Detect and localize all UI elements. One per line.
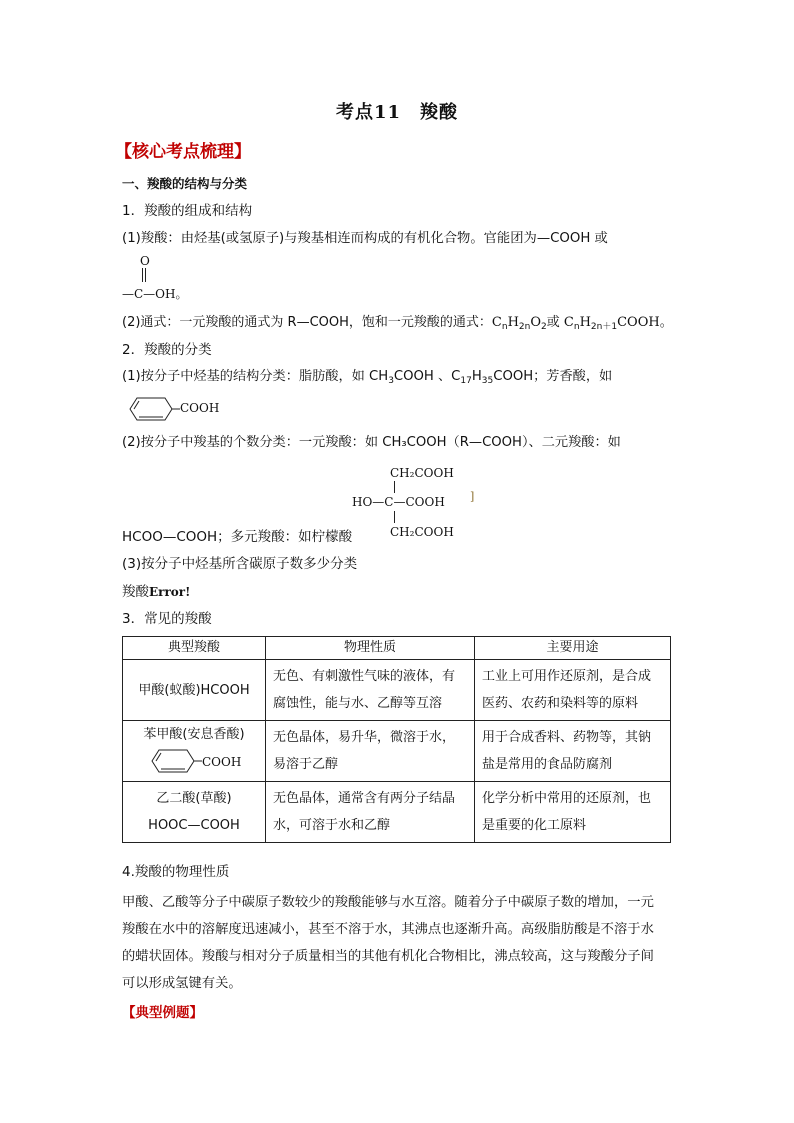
- acid-uses-cell: 用于合成香料、药物等，其钠盐是常用的食品防腐剂: [475, 721, 671, 782]
- item4-body: [122, 889, 654, 997]
- formula-prefix: (2)通式：一元羧酸的通式为 R—COOH，饱和一元羧酸的通式：: [122, 315, 492, 330]
- formula-mid: 或: [546, 315, 564, 330]
- carboxyl-oxygen-label: O: [140, 254, 150, 268]
- table-row: [123, 660, 671, 721]
- page-title: 考点11 羧酸: [335, 102, 459, 123]
- benzoic-table-structure: [130, 746, 258, 776]
- item2-line2: (2)按分子中羧基的个数分类：一元羧酸：如 CH₃COOH（R—COOH）、二元羧酸：如: [122, 435, 621, 450]
- formula-sub: 2: [541, 322, 547, 332]
- formula-sub: 2n: [518, 322, 531, 332]
- item4-heading: 4.羧酸的物理性质: [122, 864, 230, 880]
- item3-heading: 3．常见的羧酸: [122, 611, 212, 627]
- bond-line: [394, 511, 396, 523]
- double-bond-line: [142, 268, 144, 282]
- acid-name-cell: [123, 782, 266, 843]
- paragraph-line: 可以形成氢键有关。: [122, 976, 242, 991]
- formula-sub: 2n＋1: [590, 322, 618, 332]
- paragraph-line: 羧酸在水中的溶解度迅速减小，甚至不溶于水，其沸点也逐渐升高。高级脂肪酸是不溶于水: [122, 922, 654, 937]
- benzoic-acid-structure: [122, 396, 220, 426]
- formula-sub: n: [501, 322, 508, 332]
- formula-part: H: [579, 315, 591, 330]
- benzene-ring-icon: [144, 748, 202, 774]
- citric-bottom: CH₂COOH: [390, 525, 454, 539]
- acid-props-cell: 无色、有刺激性气味的液体，有腐蚀性，能与水、乙醇等互溶: [266, 660, 475, 721]
- benzoic-cooh-label: COOH: [180, 401, 220, 415]
- part1-heading: 一、羧酸的结构与分类: [122, 176, 248, 191]
- line-mid: COOH 、C: [393, 369, 461, 384]
- item2-line4: (3)按分子中烃基所含碳原子数多少分类: [122, 556, 358, 572]
- acid-name-cell: [123, 660, 266, 721]
- formula-part: COOH。: [617, 315, 673, 330]
- item2-line1: [122, 367, 612, 387]
- paragraph-line: 甲酸、乙酸等分子中碳原子数较少的羧酸能够与水互溶。随着分子中碳原子数的增加，一元: [122, 895, 654, 910]
- line-mid: H: [471, 369, 482, 384]
- acid-name: 乙二酸(草酸): [156, 791, 232, 806]
- acid-name-cell: [123, 721, 266, 782]
- citric-bracket: ]: [470, 490, 475, 503]
- table-row: [123, 721, 671, 782]
- citric-top: CH₂COOH: [390, 466, 454, 480]
- item2-heading: 2．羧酸的分类: [122, 342, 212, 358]
- acid-props-cell: 无色晶体，通常含有两分子结晶水，可溶于水和乙醇: [266, 782, 475, 843]
- citric-middle: HO—C—COOH: [352, 495, 445, 509]
- table-header: 物理性质: [266, 637, 475, 660]
- formula-part: C: [491, 315, 502, 330]
- acid-props-cell: 无色晶体，易升华，微溶于水，易溶于乙醇: [266, 721, 475, 782]
- formula-part: O: [530, 315, 542, 330]
- formula-part: H: [507, 315, 519, 330]
- bond-line: [394, 481, 396, 493]
- acid-uses-cell: 工业上可用作还原剂，是合成医药、农药和染料等的原料: [475, 660, 671, 721]
- line-prefix: (1)按分子中烃基的结构分类：脂肪酸，如 CH: [122, 369, 389, 384]
- error-prefix: 羧酸: [122, 584, 149, 600]
- common-acids-table: [122, 636, 671, 843]
- double-bond-line: [145, 268, 147, 282]
- error-line: [122, 582, 190, 602]
- formula-sub: n: [573, 322, 580, 332]
- formula-sub: 35: [481, 376, 494, 386]
- item1-heading: 1．羧酸的组成和结构: [122, 203, 253, 219]
- error-text: Error!: [149, 585, 191, 599]
- table-header: 典型羧酸: [123, 637, 266, 660]
- formula-sub: 3: [388, 376, 394, 386]
- acid-name: 甲酸(蚁酸)HCOOH: [138, 682, 250, 698]
- line-end: COOH；芳香酸，如: [493, 369, 613, 384]
- formula-part: C: [563, 315, 574, 330]
- item1-formula: [122, 313, 673, 333]
- paragraph-line: 的蜡状固体。羧酸与相对分子质量相当的其他有机化合物相比，沸点较高，这与羧酸分子间: [122, 949, 654, 964]
- benzoic-cooh-label: COOH: [202, 755, 242, 769]
- formula-sub: 17: [460, 376, 472, 386]
- carboxyl-line: —C—OH。: [122, 287, 188, 301]
- section-header-core: 【核心考点梳理】: [115, 142, 251, 162]
- table-header: 主要用途: [475, 637, 671, 660]
- examples-header: 【典型例题】: [122, 1005, 203, 1021]
- acid-name: 苯甲酸(安息香酸): [143, 727, 245, 742]
- table-row: [123, 782, 671, 843]
- table-header-row: [123, 637, 671, 660]
- benzene-ring-icon: [122, 396, 180, 422]
- acid-formula: HOOC—COOH: [148, 818, 240, 833]
- item2-line3: HCOO—COOH；多元羧酸：如柠檬酸: [122, 529, 353, 545]
- acid-uses-cell: 化学分析中常用的还原剂，也是重要的化工原料: [475, 782, 671, 843]
- item1-definition: (1)羧酸：由烃基(或氢原子)与羧基相连而构成的有机化合物。官能团为—COOH 或: [122, 231, 608, 246]
